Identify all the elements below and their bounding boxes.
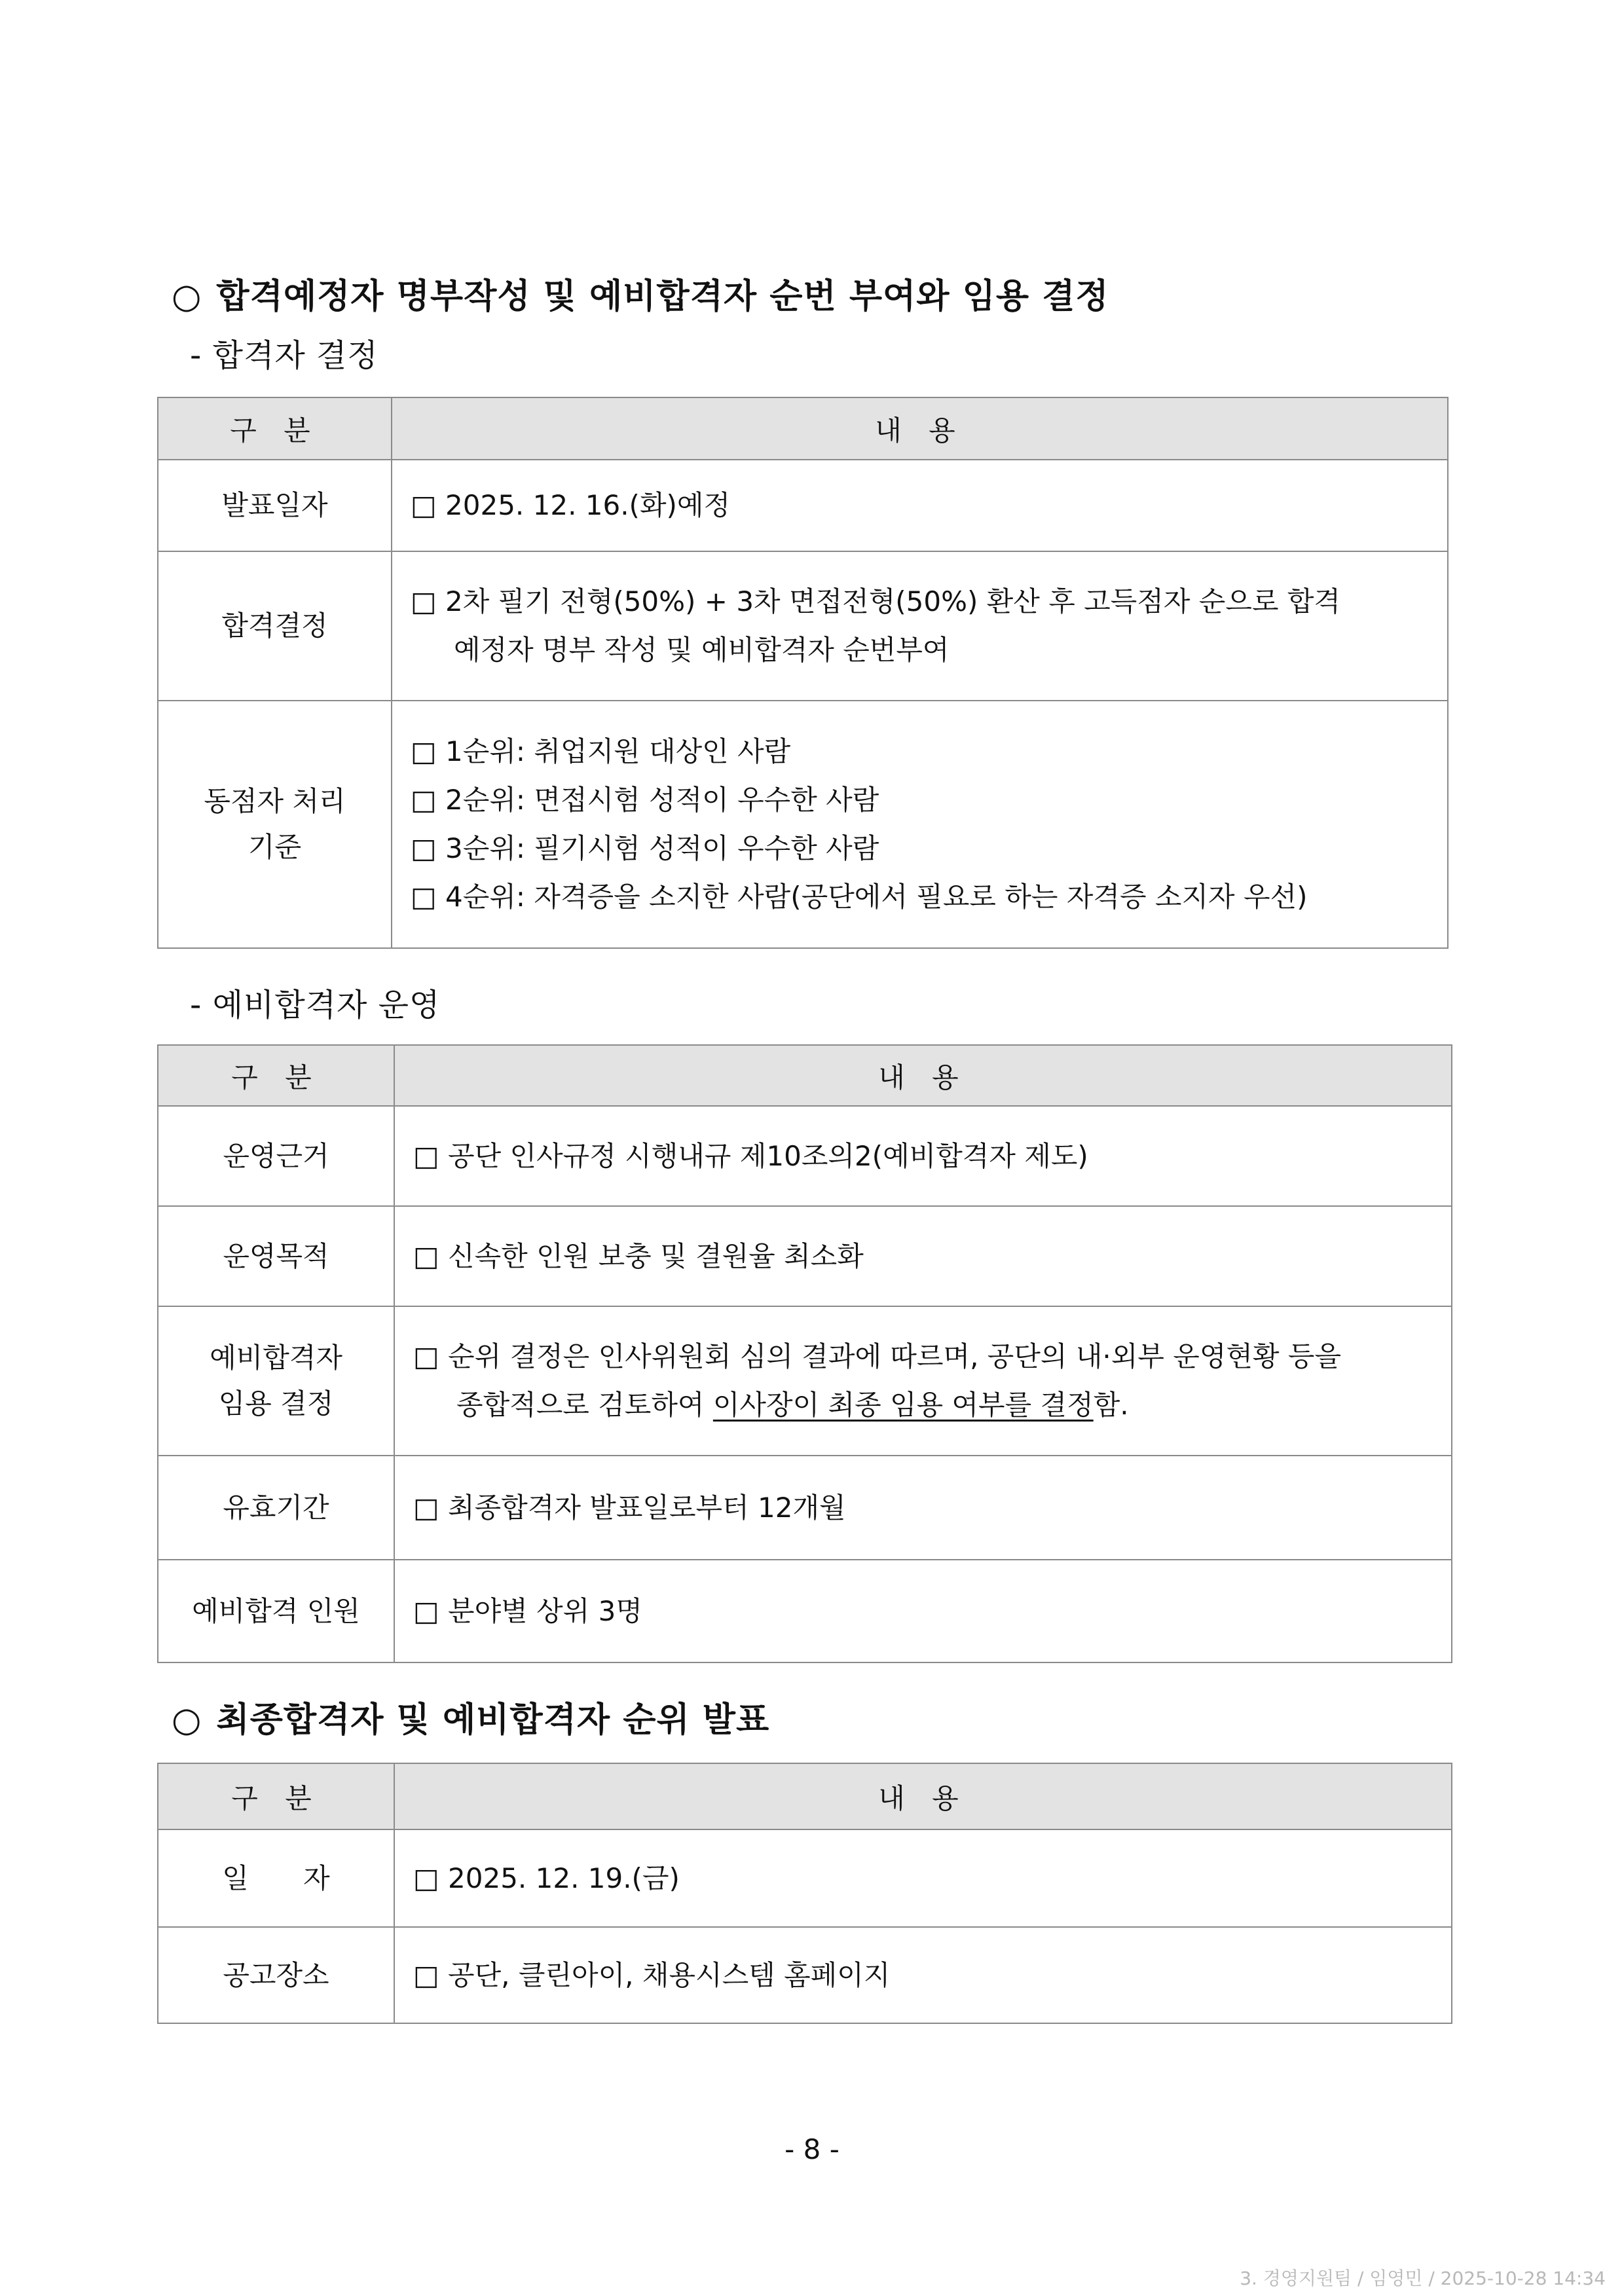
table-row bbox=[158, 1306, 1452, 1456]
subheading-pass-decision: - 합격자 결정 bbox=[190, 337, 378, 374]
row-label: 운영근거 bbox=[158, 1106, 394, 1206]
row-label: 예비합격자 임용 결정 bbox=[158, 1306, 394, 1456]
section-title-1: 합격예정자 명부작성 및 예비합격자 순번 부여와 임용 결정 bbox=[216, 277, 1109, 316]
row-label: 예비합격 인원 bbox=[158, 1560, 394, 1662]
header-category: 구 분 bbox=[158, 397, 392, 460]
row-label: 유효기간 bbox=[158, 1456, 394, 1560]
subheading-reserve-operation: - 예비합격자 운영 bbox=[190, 987, 441, 1023]
circle-bullet-icon: ○ bbox=[172, 277, 202, 316]
circle-bullet-icon: ○ bbox=[172, 1700, 202, 1740]
row-content: □ 순위 결정은 인사위원회 심의 결과에 따르며, 공단의 내·외부 운영현황 등을 종합적으로 검토하여 이사장이 최종 임용 여부를 결정함. bbox=[394, 1306, 1452, 1456]
table-row bbox=[158, 1456, 1452, 1560]
row-content: □ 최종합격자 발표일로부터 12개월 bbox=[394, 1456, 1452, 1560]
footer-stamp: 3. 경영지원팀 / 임영민 / 2025-10-28 14:34 bbox=[1240, 2267, 1606, 2289]
table-row bbox=[158, 1206, 1452, 1306]
row-content: □ 2025. 12. 16.(화)예정 bbox=[392, 460, 1448, 551]
page-number: - 8 - bbox=[784, 2133, 840, 2165]
table-header-row bbox=[158, 1763, 1452, 1829]
row-content: □ 1순위: 취업지원 대상인 사람 □ 2순위: 면접시험 성적이 우수한 사람 □ 3순위: 필기시험 성적이 우수한 사람 □ 4순위: 자격증을 소지한 사람(공단에서 필요로 하는 자격증 소지자 우선) bbox=[392, 701, 1448, 948]
pass-decision-table bbox=[157, 397, 1449, 949]
underlined-decision-text: 이사장이 최종 임용 여부를 결정 bbox=[712, 1389, 1094, 1421]
section-heading-2 bbox=[172, 1692, 769, 1741]
row-content: □ 2차 필기 전형(50%) + 3차 면접전형(50%) 환산 후 고득점자 순으로 합격 예정자 명부 작성 및 예비합격자 순번부여 bbox=[392, 551, 1448, 701]
row-label: 동점자 처리 기준 bbox=[158, 701, 392, 948]
table-header-row bbox=[158, 1045, 1452, 1106]
section-title-2: 최종합격자 및 예비합격자 순위 발표 bbox=[216, 1700, 770, 1740]
row-content: □ 2025. 12. 19.(금) bbox=[394, 1829, 1452, 1927]
row-content: □ 분야별 상위 3명 bbox=[394, 1560, 1452, 1662]
header-category: 구 분 bbox=[158, 1763, 394, 1829]
table-row bbox=[158, 551, 1448, 701]
table-row bbox=[158, 1829, 1452, 1927]
table-row bbox=[158, 701, 1448, 948]
table-row bbox=[158, 460, 1448, 551]
reserve-operation-table bbox=[157, 1044, 1452, 1663]
row-content: □ 공단, 클린아이, 채용시스템 홈페이지 bbox=[394, 1927, 1452, 2023]
table-row bbox=[158, 1106, 1452, 1206]
row-content: □ 공단 인사규정 시행내규 제10조의2(예비합격자 제도) bbox=[394, 1106, 1452, 1206]
table-header-row bbox=[158, 397, 1448, 460]
header-content: 내 용 bbox=[392, 397, 1448, 460]
section-heading-1 bbox=[172, 268, 1109, 318]
header-content: 내 용 bbox=[394, 1763, 1452, 1829]
header-category: 구 분 bbox=[158, 1045, 394, 1106]
table-row bbox=[158, 1560, 1452, 1662]
row-content: □ 신속한 인원 보충 및 결원율 최소화 bbox=[394, 1206, 1452, 1306]
header-content: 내 용 bbox=[394, 1045, 1452, 1106]
row-label: 발표일자 bbox=[158, 460, 392, 551]
row-label: 일 자 bbox=[158, 1829, 394, 1927]
row-label: 공고장소 bbox=[158, 1927, 394, 2023]
final-announcement-table bbox=[157, 1763, 1452, 2024]
row-label: 합격결정 bbox=[158, 551, 392, 701]
table-row bbox=[158, 1927, 1452, 2023]
row-label: 운영목적 bbox=[158, 1206, 394, 1306]
